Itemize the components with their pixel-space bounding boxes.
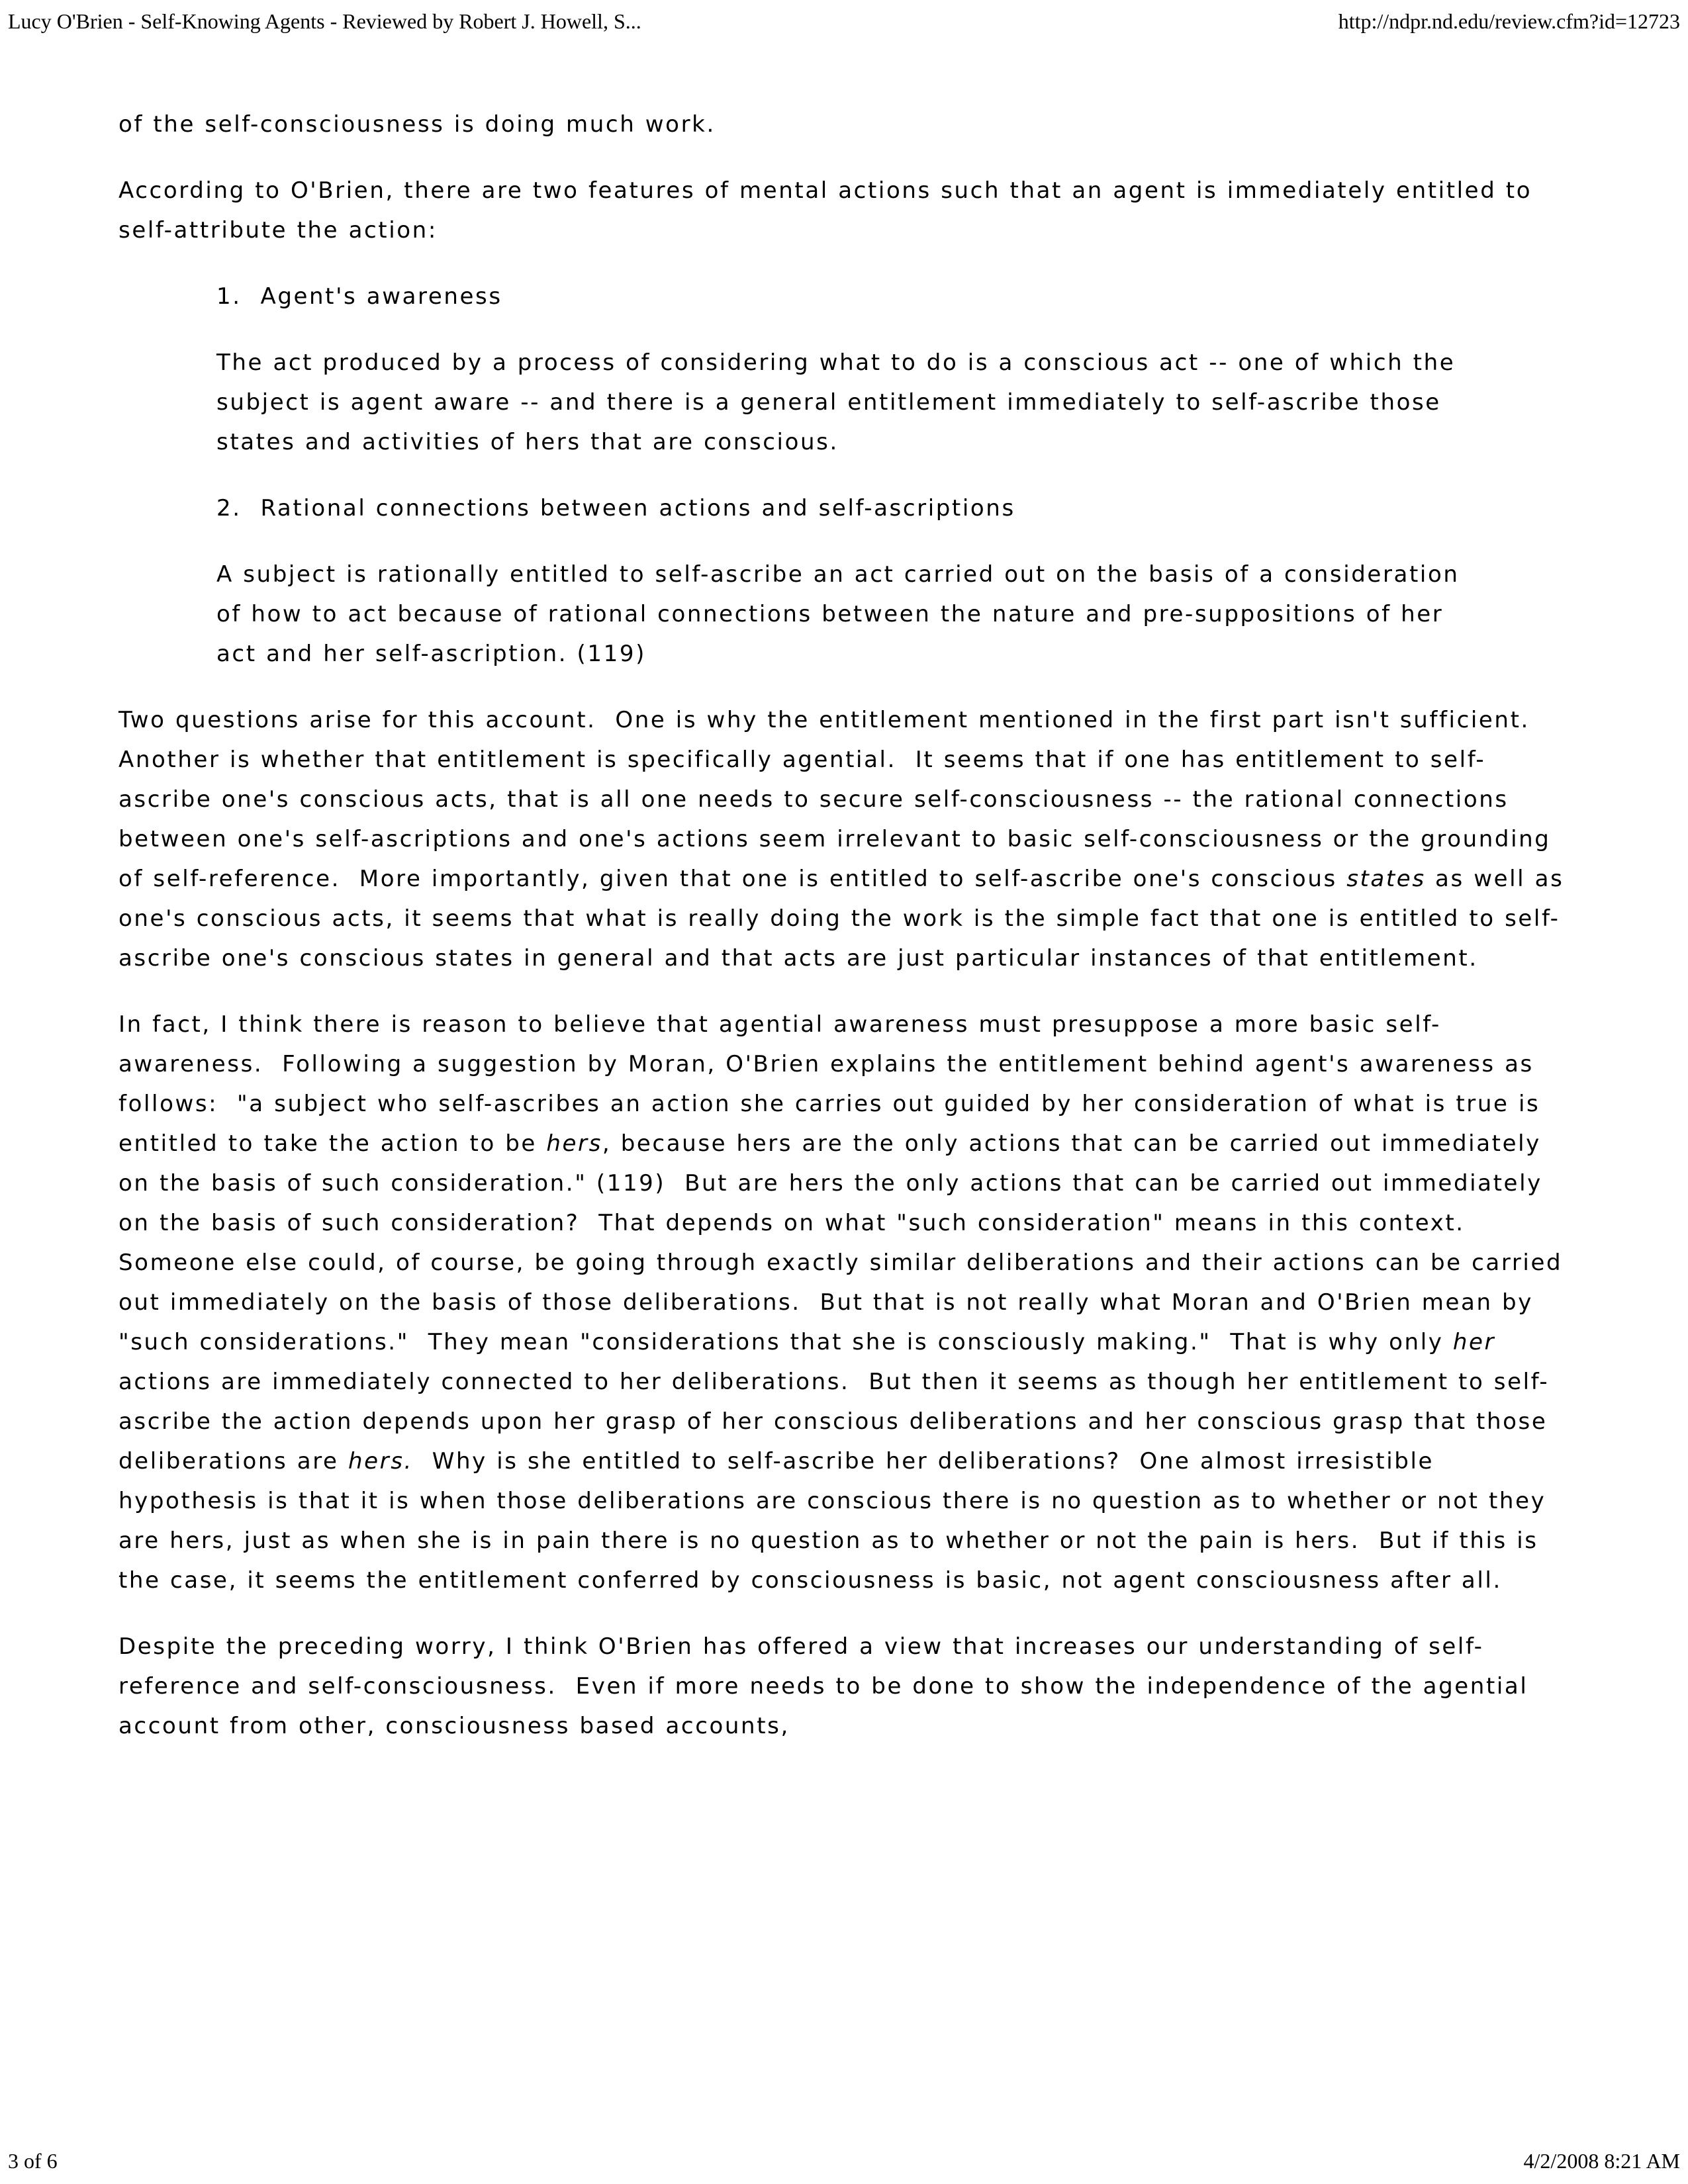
italic-text-run: her — [1452, 1329, 1496, 1355]
text-run: A subject is rationally entitled to self-ascribe an act carried out on the basis of a consideration of how to act because of rational connections between the nature and pre-suppositions of her act and her self-ascription. (119) — [216, 561, 1460, 667]
body-paragraph — [118, 1627, 1572, 1746]
print-header-url: http://ndpr.nd.edu/review.cfm?id=12723 — [1338, 9, 1680, 33]
page-number: 3 of 6 — [8, 2149, 58, 2173]
text-run: According to O'Brien, there are two features of mental actions such that an agent is immediately entitled to self-attribute the action: — [118, 177, 1532, 244]
print-footer — [8, 2149, 1680, 2173]
text-run: Two questions arise for this account. One is why the entitlement mentioned in the first part isn't sufficient. Another is whether that entitlement is specifically agential. It seems that if one has entitlement to self-ascribe one's conscious acts, that is all one needs to secure self-consciousness -- the rational connections between one's self-ascriptions and one's actions seem irrelevant to basic self-consciousness or the grounding of self-reference. More importantly, given that one is entitled to self-ascribe one's conscious — [118, 707, 1551, 892]
text-run: 2. Rational connections between actions and self-ascriptions — [216, 495, 1015, 522]
text-run: actions are immediately connected to her deliberations. But then it seems as though her entitlement to self-ascribe the action depends upon her grasp of her conscious deliberations and her conscious grasp that those deliberations are — [118, 1369, 1550, 1475]
body-paragraph — [118, 700, 1572, 978]
text-run: as well as one's conscious acts, it seems that what is really doing the work is the simple fact that one is entitled to self-ascribe one's conscious states in general and that acts are just particular instances of that entitlement. — [118, 866, 1564, 972]
blockquote-paragraph — [216, 555, 1486, 674]
blockquote-paragraph — [216, 277, 1486, 316]
print-header-title: Lucy O'Brien - Self-Knowing Agents - Reviewed by Robert J. Howell, S... — [8, 9, 641, 33]
text-run: Despite the preceding worry, I think O'Brien has offered a view that increases our understanding of self-reference and self-consciousness. Even if more needs to be done to show the independence of the agential account from other, consciousness based accounts, — [118, 1633, 1528, 1739]
italic-text-run: states — [1346, 866, 1426, 892]
blockquote-paragraph — [216, 343, 1486, 462]
print-timestamp: 4/2/2008 8:21 AM — [1523, 2149, 1680, 2173]
italic-text-run: hers. — [348, 1448, 413, 1475]
body-paragraph — [118, 1005, 1572, 1600]
text-run: , because hers are the only actions that can be carried out immediately on the basis of such consideration." (119) But are hers the only actions that can be carried out immediately on the basis of such consideration? That depends on what "such consideration" means in this context. Someone else could, of course, be going through exactly similar deliberations and their actions can be carried out immediately on the basis of those deliberations. But that is not really what Moran and O'Brien mean by "such considerations." They mean "considerations that she is consciously making." That is why only — [118, 1130, 1563, 1355]
document-content — [118, 105, 1572, 1772]
text-run: The act produced by a process of considering what to do is a conscious act -- one of which the subject is agent aware -- and there is a general entitlement immediately to self-ascribe those states and activities of hers that are conscious. — [216, 349, 1456, 455]
text-run: Why is she entitled to self-ascribe her deliberations? One almost irresistible hypothesis is that it is when those deliberations are conscious there is no question as to whether or not they are hers, just as when she is in pain there is no question as to whether or not the pain is hers. But if this is the case, it seems the entitlement conferred by consciousness is basic, not agent consciousness after all. — [118, 1448, 1546, 1594]
italic-text-run: hers — [546, 1130, 602, 1157]
body-paragraph — [118, 171, 1572, 250]
text-run: 1. Agent's awareness — [216, 283, 502, 310]
text-run: of the self-consciousness is doing much work. — [118, 111, 716, 138]
body-paragraph — [118, 105, 1572, 144]
blockquote-paragraph — [216, 488, 1486, 528]
print-header — [8, 9, 1680, 34]
text-run: In fact, I think there is reason to believe that agential awareness must presuppose a more basic self-awareness. Following a suggestion by Moran, O'Brien explains the entitlement behind agent's awareness as follows: "a subject who self-ascribes an action she carries out guided by her consideration of what is true is entitled to take the action to be — [118, 1011, 1540, 1157]
